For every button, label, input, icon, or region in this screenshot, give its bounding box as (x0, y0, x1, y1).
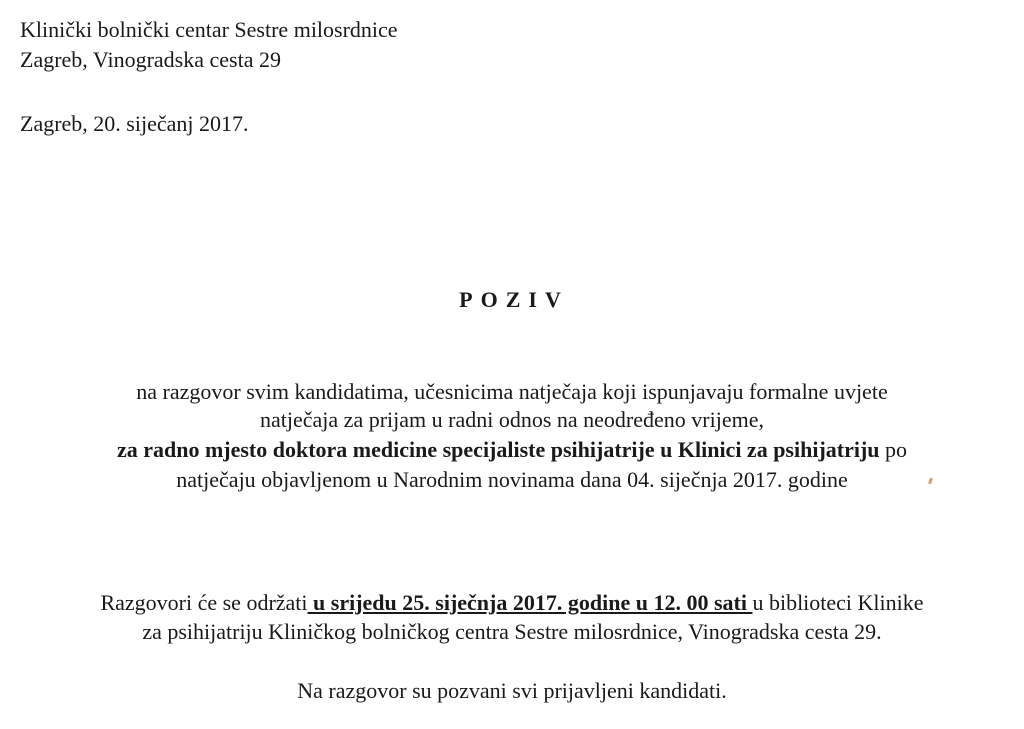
invitation-line-2: natječaja za prijam u radni odnos na neodređeno vrijeme, (260, 407, 764, 432)
schedule-line-2: za psihijatriju Kliničkog bolničkog centra Sestre milosrdnice, Vinogradska cesta 29. (142, 619, 882, 644)
schedule-line-1 (0, 589, 1024, 617)
position-title: za radno mjesto doktora medicine specijaliste psihijatrije u Klinici za psihijatriju (116, 437, 880, 462)
schedule-suffix: u biblioteci Klinike (752, 590, 924, 615)
invitation-line-4: natječaju objavljenom u Narodnim novinama dana 04. siječnja 2017. godine (176, 467, 848, 492)
closing-line: Na razgovor su pozvani svi prijavljeni kandidati. (297, 678, 727, 703)
schedule-prefix: Razgovori će se održati (100, 590, 308, 615)
interview-datetime: u srijedu 25. siječnja 2017. godine u 12. 00 sati (307, 590, 753, 615)
invitation-line-1: na razgovor svim kandidatima, učesnicima natječaja koji ispunjavaju formalne uvjete (136, 379, 888, 404)
document-date: Zagreb, 20. siječanj 2017. (20, 111, 249, 136)
institution-address: Zagreb, Vinogradska cesta 29 (20, 47, 281, 72)
document-title: POZIV (459, 287, 569, 312)
institution-name: Klinički bolnički centar Sestre milosrdnice (20, 17, 398, 42)
invitation-line-3 (0, 436, 1024, 464)
invitation-line-3-tail: po (885, 437, 908, 462)
